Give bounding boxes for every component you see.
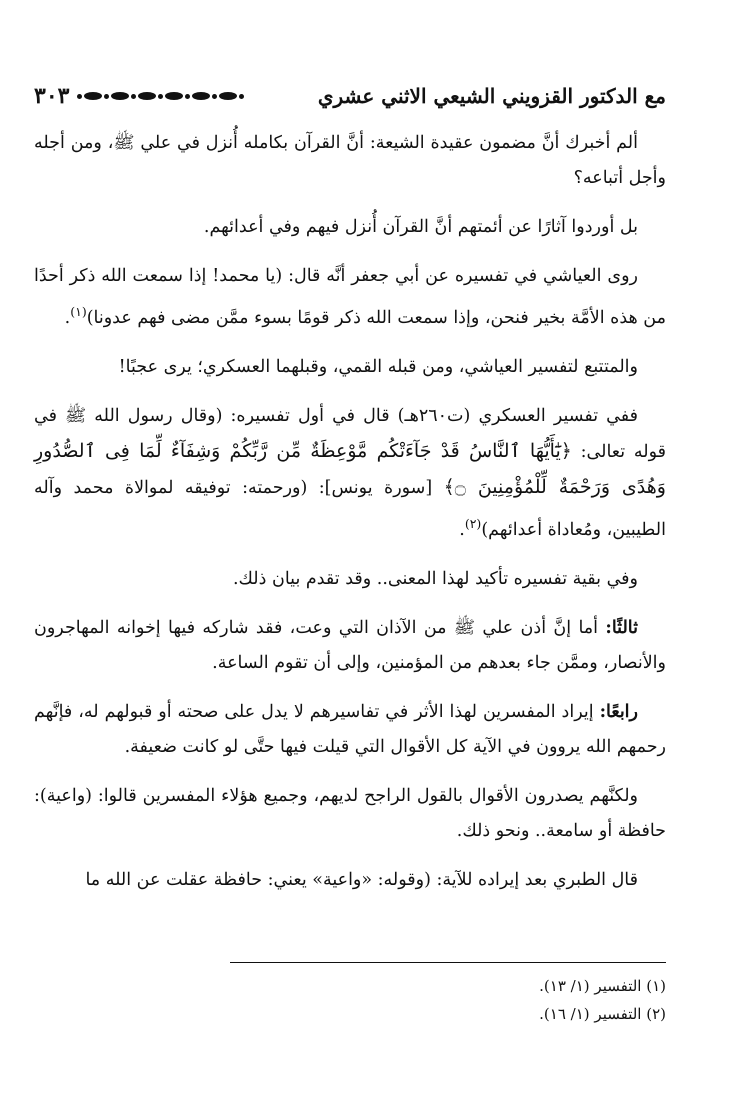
quran-verse: ﴿يَٰٓأَيُّهَا ٱلنَّاسُ قَدْ جَآءَتْكُم مَّوْعِظَةٌ مِّن رَّبِّكُمْ وَشِفَآءٌ لِّمَا فِى ٱلصُّدُورِ وَهُدًى وَرَحْمَةٌ لِّلْمُؤْمِنِينَ ۝﴾ [34,439,666,498]
page-content [34,78,666,912]
paragraph-text: أما إنَّ أذن علي ﷺ من الآذان التي وعت، فقد شاركه فيها إخوانه المهاجرون والأنصار، وممَّن جاء بعدهم من المؤمنين، وإلى أن تقوم الساعة. [34,617,666,673]
paragraph-tail: . [64,307,71,328]
paragraph-tail: . [459,519,465,540]
footnote: (٢) التفسير (١/ ١٦). [539,1005,666,1023]
footnote: (١) التفسير (١/ ١٣). [539,977,666,995]
running-header [34,78,666,114]
footnote-divider [230,962,666,963]
paragraph-text: روى العياشي في تفسيره عن أبي جعفر أنَّه قال: (يا محمد! إذا سمعت الله ذكر أحدًا من هذه الأمَّة بخير فنحن، وإذا سمعت الله ذكر قومًا بسوء ممَّن مضى فهم عدونا) [34,266,666,328]
running-title: مع الدكتور القزويني الشيعي الاثني عشري [317,84,666,108]
paragraph-text: ولكنَّهم يصدرون الأقوال بالقول الراجح لديهم، وجميع هؤلاء المفسرين قالوا: (واعية): حافظة أو سامعة.. ونحو ذلك. [34,785,666,841]
paragraph-text: إيراد المفسرين لهذا الأثر في تفاسيرهم لا يدل على صحته أو قبولهم له، فإنَّهم رحمهم الله يروون في الآية كل الأقوال التي قيلت فيها حتَّى لو كانت ضعيفة. [34,701,666,757]
paragraph [34,695,666,765]
page-number: ٣٠٣ [34,83,70,109]
paragraph-text: وفي بقية تفسيره تأكيد لهذا المعنى.. وقد تقدم بيان ذلك. [232,568,638,589]
paragraph [34,126,666,196]
paragraph-text: ألم أخبرك أنَّ مضمون عقيدة الشيعة: أنَّ القرآن بكامله أُنزل في علي ﷺ، ومن أجله وأجل أتباعه؟ [34,133,666,188]
paragraph [34,350,666,385]
paragraph [34,779,666,849]
paragraph [34,399,666,548]
paragraph [34,611,666,681]
footnote-reference: (٢) [464,515,482,531]
ornament-divider-icon [77,92,309,100]
paragraph-text: والمتتبع لتفسير العياشي، ومن قبله القمي، وقبلهما العسكري؛ يرى عجبًا! [118,356,638,377]
paragraph [34,562,666,597]
paragraph [34,210,666,245]
paragraph-lead: ثالثًا: [605,617,638,638]
paragraph [34,863,666,898]
body-text [34,126,666,898]
footnotes [34,972,666,1028]
paragraph [34,259,666,336]
paragraph-text: [سورة يونس]: (ورحمته: توفيقه لموالاة محمد وآله الطيبين، ومُعاداة أعدائهم) [34,477,666,540]
footnote-reference: (١) [70,304,87,319]
paragraph-text: ففي تفسير العسكري (ت٢٦٠هـ) قال في أول تفسيره: (وقال رسول الله ﷺ في قوله تعالى: [34,405,666,462]
paragraph-text: قال الطبري بعد إيراده للآية: (وقوله: «واعية» يعني: حافظة عقلت عن الله ما [85,869,638,890]
paragraph-text: بل أوردوا آثارًا عن أئمتهم أنَّ القرآن أُنزل فيهم وفي أعدائهم. [203,217,638,237]
paragraph-lead: رابعًا: [599,701,638,722]
